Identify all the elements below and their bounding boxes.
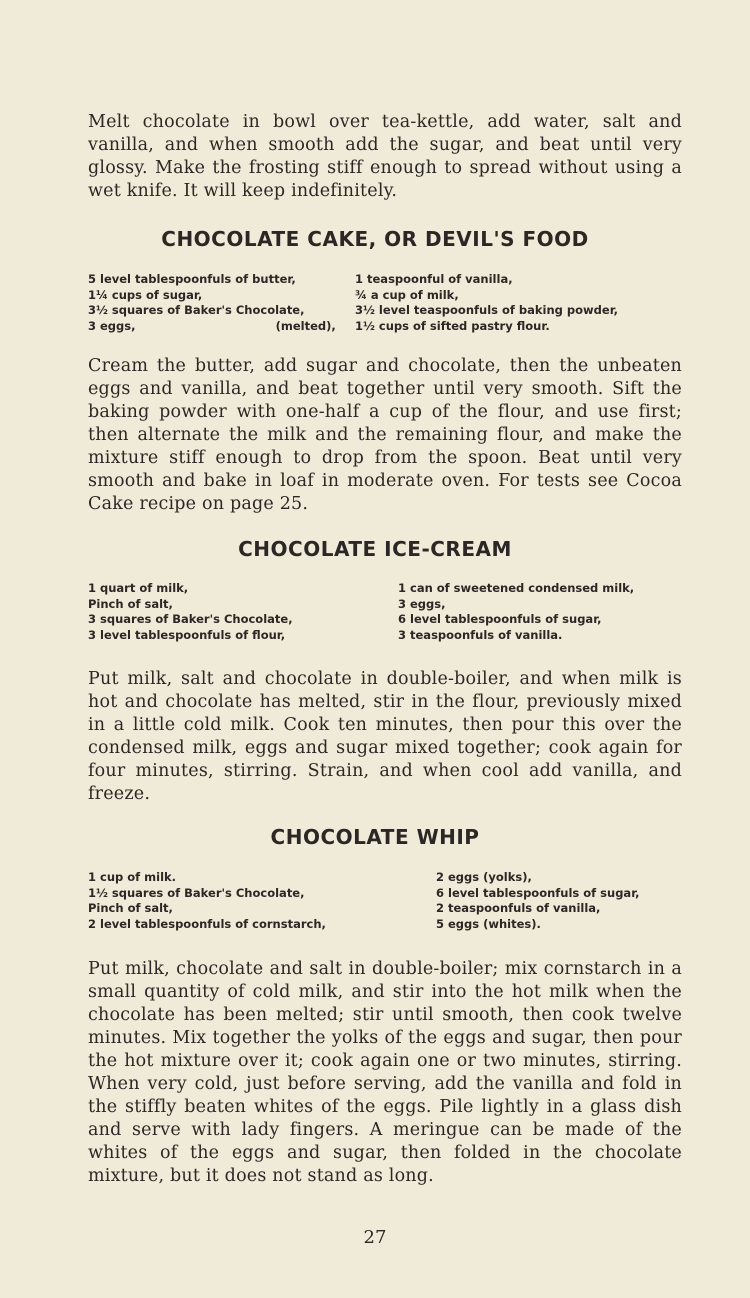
- ingredient-item: 3 eggs, (melted),: [88, 318, 336, 333]
- ingredient-item: 2 eggs (yolks),: [436, 870, 532, 884]
- ingredient-item: 3½ level teaspoonfuls of baking powder,: [355, 303, 619, 318]
- ingredients-left-devils-food: [88, 272, 336, 334]
- ingredients-right-ice-cream: [398, 581, 634, 643]
- recipe-title-devils-food: CHOCOLATE CAKE, OR DEVIL'S FOOD: [161, 227, 589, 251]
- ingredient-item: 3½ squares of Baker's Chocolate,: [88, 303, 305, 318]
- ingredient-item: 2 teaspoonfuls of vanilla,: [436, 901, 601, 916]
- ingredient-item: 1 quart of milk,: [88, 581, 189, 595]
- ingredient-item: 2 level tablespoonfuls of cornstarch,: [88, 916, 326, 931]
- ingredient-item: 1 can of sweetened condensed milk,: [398, 581, 635, 595]
- intro-paragraph: Melt chocolate in bowl over tea-kettle, add water, salt and vanilla, and when smooth add the sugar, and beat until very glossy. Make the frosting stiff enough to spread without using a wet knife. It will keep indefinitely.: [88, 112, 682, 201]
- ingredient-item: 3 level tablespoonfuls of flour,: [88, 627, 286, 642]
- ingredient-item: 6 level tablespoonfuls of sugar,: [398, 612, 602, 627]
- recipe-title-ice-cream: CHOCOLATE ICE-CREAM: [238, 537, 512, 561]
- ingredient-item: 5 level tablespoonfuls of butter,: [88, 272, 296, 286]
- ingredients-right-devils-food: [355, 272, 618, 334]
- page-number: 27: [363, 1227, 387, 1248]
- ingredient-item: 1¼ cups of sugar,: [88, 287, 203, 302]
- ingredient-item: ¾ a cup of milk,: [355, 287, 459, 302]
- ingredient-item: 1 teaspoonful of vanilla,: [355, 272, 513, 286]
- ingredient-item: 1½ cups of sifted pastry flour.: [355, 318, 550, 333]
- ingredient-item: Pinch of salt,: [88, 901, 173, 916]
- ingredient-item: Pinch of salt,: [88, 596, 173, 611]
- method-devils-food: Cream the butter, add sugar and chocolate, then the unbeaten eggs and vanilla, and beat together until very smooth. Sift the baking powder with one-half a cup of the flour, and use first; then alternate the milk and the remaining flour, and make the mixture stiff enough to drop from the spoon. Beat until very smooth and bake in loaf in moderate oven. For tests see Cocoa Cake recipe on page 25.: [88, 356, 682, 514]
- ingredient-item: 6 level tablespoonfuls of sugar,: [436, 885, 640, 900]
- ingredient-item: 3 eggs,: [398, 596, 446, 611]
- ingredient-item: 1½ squares of Baker's Chocolate,: [88, 885, 305, 900]
- method-ice-cream: Put milk, salt and chocolate in double-boiler, and when milk is hot and chocolate has melted, stir in the flour, previously mixed in a little cold milk. Cook ten minutes, then pour this over the condensed milk, eggs and sugar mixed together; cook again for four minutes, stirring. Strain, and when cool add vanilla, and freeze.: [88, 669, 682, 804]
- ingredient-item: 3 teaspoonfuls of vanilla.: [398, 627, 563, 642]
- ingredients-right-whip: [436, 870, 640, 932]
- ingredients-left-whip: [88, 870, 326, 932]
- ingredient-item: 5 eggs (whites).: [436, 916, 541, 931]
- ingredient-item: 3 squares of Baker's Chocolate,: [88, 612, 293, 627]
- ingredients-left-ice-cream: [88, 581, 293, 643]
- ingredient-item: 1 cup of milk.: [88, 870, 177, 884]
- recipe-title-whip: CHOCOLATE WHIP: [270, 825, 480, 849]
- method-whip: Put milk, chocolate and salt in double-boiler; mix cornstarch in a small quantity of cold milk, and stir into the hot milk when the chocolate has been melted; stir until smooth, then cook twelve minutes. Mix together the yolks of the eggs and sugar, then pour the hot mixture over it; cook again one or two minutes, stirring. When very cold, just before serving, add the vanilla and fold in the stiffly beaten whites of the eggs. Pile lightly in a glass dish and serve with lady fingers. A meringue can be made of the whites of the eggs and sugar, then folded in the chocolate mixture, but it does not stand as long.: [88, 959, 682, 1186]
